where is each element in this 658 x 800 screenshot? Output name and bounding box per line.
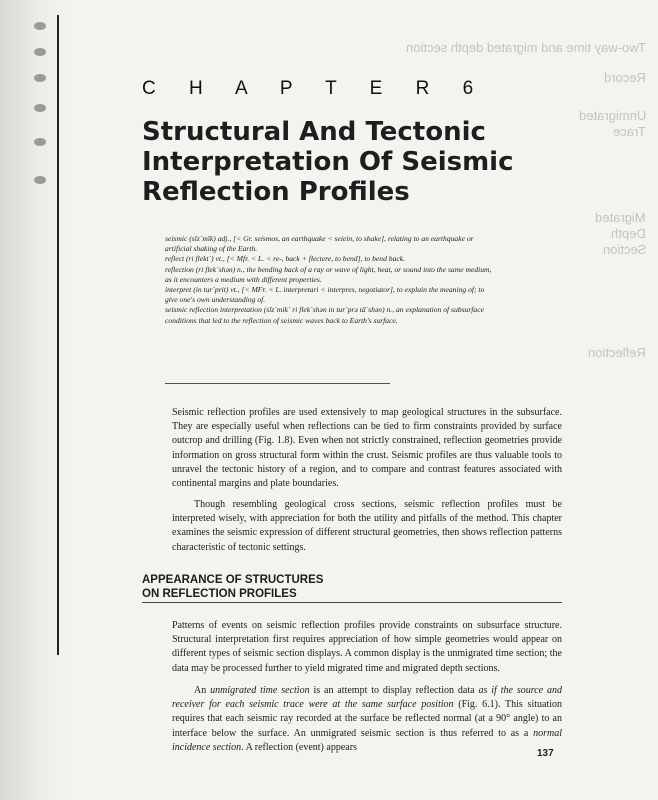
glossary [165, 234, 495, 326]
binding-hole-mark [34, 74, 46, 82]
bleed-through-text: Migrated [595, 210, 646, 225]
bleed-through-text: Reflection [588, 345, 646, 360]
chapter-title [142, 117, 562, 207]
binding-edge-line [57, 15, 59, 655]
section-paragraph [172, 684, 562, 755]
glossary-entry: reflection (ri flek´shən) n., the bending back of a ray or wave of light, heat, or sound into the same medium, as it encounters a medium with different properties. [165, 264, 492, 284]
glossary-entry: seismic reflection interpretation (sīz´mik´ ri flek´shən in tur´prə tā´shən) n., an explanation of subsurface conditions that led to the reflection of seismic waves back to Earth's surface. [165, 305, 484, 325]
page-binding-shadow [0, 0, 70, 800]
bleed-through-text: Section [602, 242, 646, 257]
section-paragraph: Patterns of events on seismic reflection profiles provide constraints on subsurface structure. Structural interpretation first requires appreciation of how simple geometries would appear on different types of seismic section displays. A common display is the unmigrated time section; the data may be processed further to yield migrated time and migrated depth sections. [172, 620, 562, 674]
text-run: . A reflection (event) appears [241, 741, 357, 753]
glossary-divider [165, 383, 390, 384]
chapter-title-line: Interpretation Of Seismic [142, 147, 514, 177]
binding-hole-mark [34, 48, 46, 56]
section-heading-line: ON REFLECTION PROFILES [142, 588, 297, 600]
emphasis-text: normal incidence section [172, 727, 562, 753]
section-heading-line: APPEARANCE OF STRUCTURES [142, 574, 324, 586]
chapter-title-line: Structural And Tectonic [142, 117, 486, 147]
emphasis-text: as if the source and receiver for each seismic trace were at the same surface position [172, 685, 562, 711]
glossary-entry: reflect (ri flekt´) vt., [< Mfr. < L. < re-, back + flectere, to bend], to bend back. [165, 254, 406, 264]
bleed-through-text: Unmigrated [578, 108, 646, 123]
glossary-entry: interpret (in tur´prit) vt., [< MFr. < L. interpretari < interpres, negotiator], to explain the meaning of; to give one's own understanding of. [165, 285, 485, 305]
binding-hole-mark [34, 176, 46, 184]
intro-paragraph: Though resembling geological cross sections, seismic reflection profiles must be interpreted wisely, with appreciation for both the utility and pitfalls of the method. This chapter examines the seismic expression of different structural geometries, then shows reflection patterns characteristic of tectonic settings. [172, 499, 562, 553]
bleed-through-text: Two-way time and migrated depth section [406, 40, 646, 55]
text-run: An [194, 685, 211, 696]
bleed-through-text: Trace [613, 124, 646, 139]
glossary-entry: seismic (sīz´mĭk) adj., [< Gr. seismos, an earthquake < seiein, to shake], relating to an earthquake or artificial shaking of the Earth. [165, 234, 474, 254]
binding-hole-mark [34, 104, 46, 112]
text-run: (Fig. 6.1). This situation requires that each seismic ray recorded at the surface be reflected normal (at a 90° angle) to an interface below the surface. An unmigrated seismic section is thus referred to as a [172, 699, 563, 739]
binding-hole-mark [34, 22, 46, 30]
text-run: is an attempt to display reflection data [309, 685, 479, 696]
intro-paragraph: Seismic reflection profiles are used extensively to map geological structures in the subsurface. They are especially useful when reflections can be tied to firm constraints provided by surface outcrop and drilling (Fig. 1.8). Even when not strictly constrained, reflection geometries provide information on gross structural form within the crust. Seismic profiles are thus valuable tools to unravel the tectonic history of a region, and to compare and contrast features associated with continental margins and plate boundaries. [172, 407, 562, 490]
section-divider [142, 602, 562, 603]
chapter-title-line: Reflection Profiles [142, 177, 410, 207]
binding-hole-mark [34, 138, 46, 146]
emphasis-text: unmigrated time section [210, 685, 310, 696]
bleed-through-text: Record [604, 70, 646, 85]
page-number: 137 [537, 748, 554, 759]
bleed-through-text: Depth [611, 226, 646, 241]
chapter-label: C H A P T E R 6 [142, 78, 488, 99]
section-heading [142, 573, 323, 601]
